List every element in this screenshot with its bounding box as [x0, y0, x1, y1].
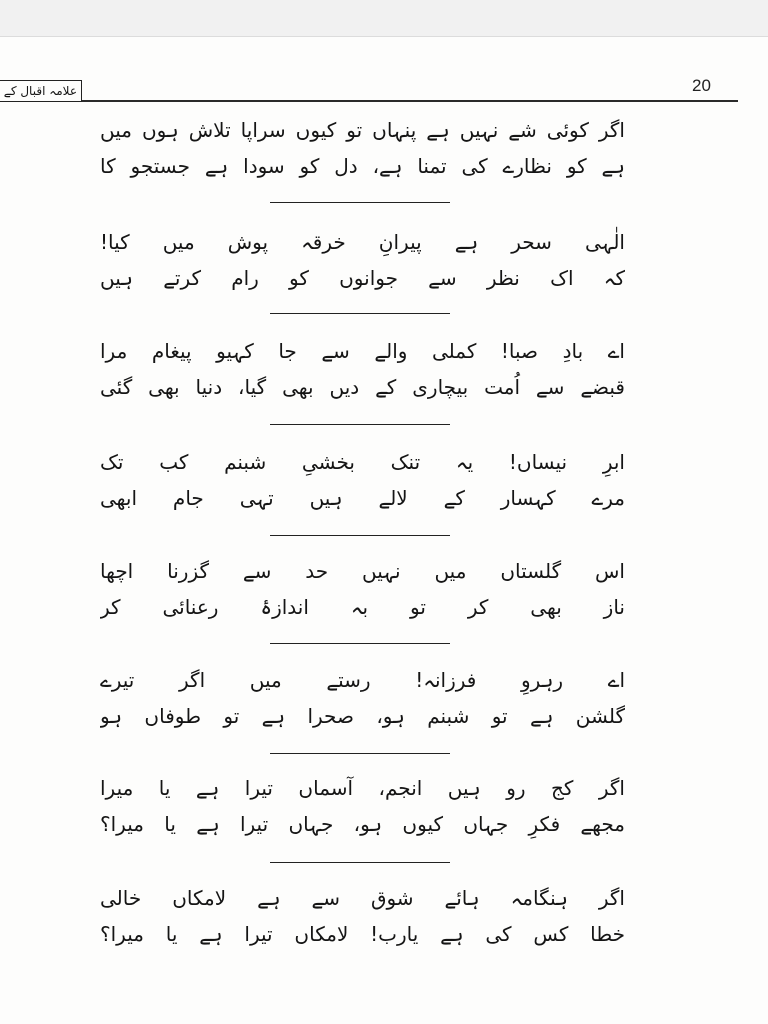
verse-line: اس گلستاں میں نہیں حد سے گزرنا اچھا: [100, 559, 625, 583]
book-page: [0, 37, 768, 1024]
verse-line: کہ اک نظر سے جوانوں کو رام کرتے ہیں: [100, 266, 625, 290]
viewer-top-bar: [0, 0, 768, 37]
header-rule: [82, 100, 738, 102]
verse-line: ہے کو نظارے کی تمنا ہے، دل کو سودا ہے جستجو کا: [100, 154, 625, 178]
couplet-divider: [270, 202, 450, 203]
couplet: [100, 112, 625, 184]
verse-line: اگر کج رو ہیں انجم، آسماں تیرا ہے یا میرا: [100, 776, 625, 800]
couplet-divider: [270, 313, 450, 314]
couplet-divider: [270, 424, 450, 425]
couplet: [100, 662, 625, 734]
couplet-divider: [270, 643, 450, 644]
verse-line: مرے کہسار کے لالے ہیں تہی جام ابھی: [100, 486, 625, 510]
verse-line: اگر کوئی شے نہیں ہے پنہاں تو کیوں سراپا تلاش ہوں میں: [100, 118, 625, 142]
couplet: [100, 444, 625, 516]
couplet: [100, 553, 625, 625]
couplet-divider: [270, 753, 450, 754]
verse-line: ناز بھی کر تو بہ اندازۂ رعنائی کر: [100, 595, 625, 619]
couplet-divider: [270, 862, 450, 863]
couplet-divider: [270, 535, 450, 536]
verse-line: اے رہروِ فرزانہ! رستے میں اگر تیرے: [100, 668, 625, 692]
verse-line: ابرِ نیساں! یہ تنک بخشیِ شبنم کب تک: [100, 450, 625, 474]
verse-line: اے بادِ صبا! کملی والے سے جا کہیو پیغام مرا: [100, 339, 625, 363]
page-number: 20: [692, 76, 711, 95]
verse-line: خطا کس کی ہے یارب! لامکاں تیرا ہے یا میرا؟: [100, 922, 625, 946]
couplet: [100, 224, 625, 296]
verse-line: قبضے سے اُمت بیچاری کے دیں بھی گیا، دنیا بھی گئی: [100, 375, 625, 399]
couplet: [100, 770, 625, 842]
verse-line: مجھے فکرِ جہاں کیوں ہو، جہاں تیرا ہے یا میرا؟: [100, 812, 625, 836]
couplet: [100, 880, 625, 952]
verse-line: الٰہی سحر ہے پیرانِ خرقہ پوش میں کیا!: [100, 230, 625, 254]
verse-line: گلشن ہے تو شبنم ہو، صحرا ہے تو طوفاں ہو: [100, 704, 625, 728]
verse-line: اگر ہنگامہ ہائے شوق سے ہے لامکاں خالی: [100, 886, 625, 910]
running-head: علامہ اقبال کے: [0, 80, 82, 102]
couplet: [100, 333, 625, 405]
